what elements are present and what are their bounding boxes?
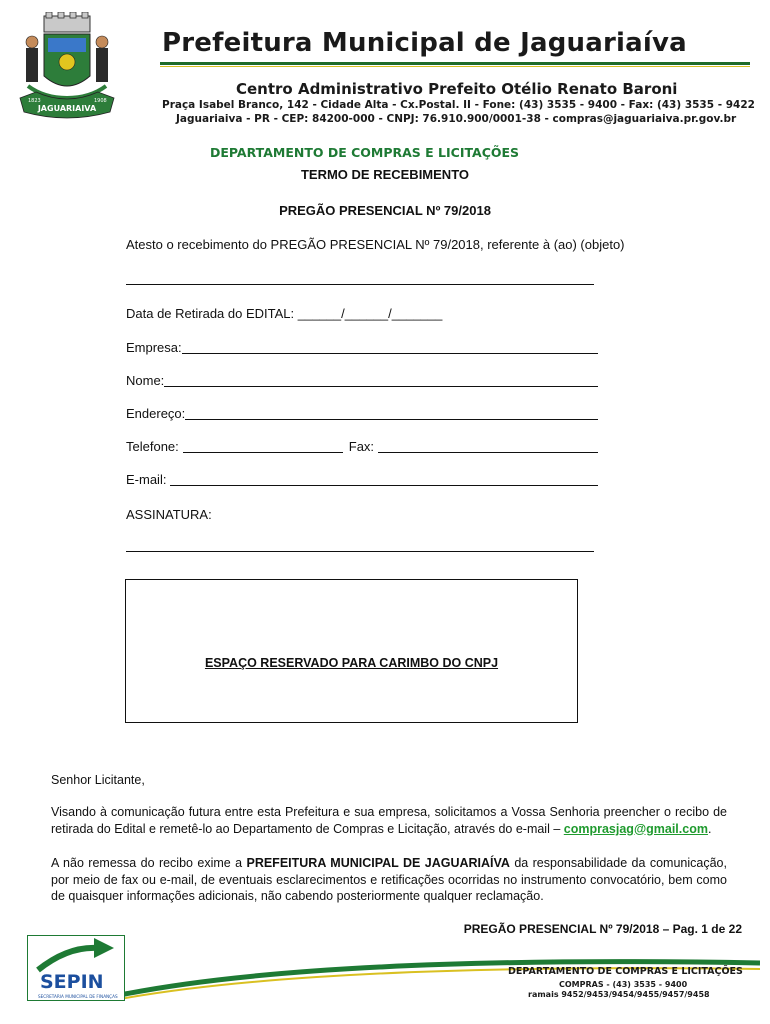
signature-line[interactable]	[126, 551, 594, 552]
document-subtitle: PREGÃO PRESENCIAL Nº 79/2018	[279, 203, 491, 218]
address-line-1: Praça Isabel Branco, 142 - Cidade Alta - Cx.Postal. II - Fone: (43) 3535 - 9400 - Fax: (43) 3535 - 9422	[162, 99, 755, 111]
signature-label: ASSINATURA:	[126, 507, 212, 522]
intro-text: Atesto o recebimento do PREGÃO PRESENCIAL Nº 79/2018, referente à (ao) (objeto)	[126, 237, 625, 252]
address-line-2: Jaguariaiva - PR - CEP: 84200-000 - CNPJ: 76.910.900/0001-38 - compras@jaguariaiva.pr.gov.br	[176, 113, 737, 125]
title-rule-accent	[160, 66, 750, 67]
footer-phone: COMPRAS - (43) 3535 - 9400	[559, 980, 688, 989]
crest-year-left: 1823	[28, 98, 41, 104]
center-name: Centro Administrativo Prefeito Otélio Renato Baroni	[236, 80, 678, 98]
cnpj-stamp-box	[125, 579, 578, 723]
stamp-label: ESPAÇO RESERVADO PARA CARIMBO DO CNPJ	[204, 656, 499, 670]
page-footer	[0, 935, 770, 1024]
fax-blank[interactable]	[378, 442, 598, 453]
email-blank[interactable]	[170, 475, 598, 486]
address-field[interactable]	[126, 406, 598, 421]
fax-label: Fax:	[348, 439, 375, 454]
email-link[interactable]: comprasjag@gmail.com	[563, 821, 708, 836]
company-blank[interactable]	[182, 343, 598, 354]
title-rule	[160, 62, 750, 65]
letter-p2-start: A não remessa do recibo exime a	[51, 856, 247, 870]
letter-greeting: Senhor Licitante,	[51, 773, 145, 787]
crest-year-right: 1908	[94, 98, 107, 104]
name-field[interactable]	[126, 373, 598, 388]
letter-p1-end: .	[707, 821, 712, 836]
page-reference: PREGÃO PRESENCIAL Nº 79/2018 – Pag. 1 de 22	[463, 922, 742, 936]
letter-paragraph-1	[51, 804, 727, 837]
crest-banner-text: JAGUARIAIVA	[37, 104, 97, 113]
email-label: E-mail:	[126, 472, 167, 487]
document-title: TERMO DE RECEBIMENTO	[300, 167, 470, 182]
footer-department: DEPARTAMENTO DE COMPRAS E LICITAÇÕES	[508, 966, 743, 977]
date-field[interactable]: Data de Retirada do EDITAL: ______/______/_______	[126, 306, 443, 321]
municipal-crest-logo	[14, 12, 120, 124]
footer-extensions: ramais 9452/9453/9454/9455/9457/9458	[528, 990, 710, 999]
company-field[interactable]	[126, 340, 598, 355]
address-label: Endereço:	[126, 406, 186, 421]
object-fill-line[interactable]	[126, 284, 594, 285]
letter-p2-bold: PREFEITURA MUNICIPAL DE JAGUARIAÍVA	[246, 856, 510, 870]
name-blank[interactable]	[164, 376, 598, 387]
company-label: Empresa:	[126, 340, 182, 355]
phone-fax-field[interactable]	[126, 439, 598, 454]
letter-paragraph-2	[51, 855, 727, 905]
letter-p1-text: Visando à comunicação futura entre esta Prefeitura e sua empresa, solicitamos a Vossa Senhoria preencher o recibo de retirada do Edital e remetê-lo ao Departamento de Compras e Licitação, através do e-mail –	[51, 805, 727, 836]
address-blank[interactable]	[185, 409, 598, 420]
org-title: Prefeitura Municipal de Jaguariaíva	[162, 28, 687, 58]
letterhead	[0, 0, 770, 130]
sepin-text: SEPIN	[40, 971, 104, 993]
sepin-logo	[27, 935, 125, 1001]
email-field[interactable]	[126, 472, 598, 487]
department-heading: DEPARTAMENTO DE COMPRAS E LICITAÇÕES	[210, 145, 520, 160]
letter-p2-rest: da responsabilidade da comunicação, por meio de fax ou e-mail, de eventuais esclarecimentos e retificações ocorridas no instrumento convocatório, bem como de quaisquer informações adicionais, não cabendo posteriormente qualquer reclamação.	[51, 856, 727, 904]
sepin-subtitle: SECRETARIA MUNICIPAL DE FINANÇAS	[38, 994, 118, 999]
phone-label: Telefone:	[126, 439, 179, 454]
sepin-arrow-icon	[28, 936, 126, 1002]
name-label: Nome:	[126, 373, 165, 388]
phone-blank[interactable]	[183, 442, 343, 453]
